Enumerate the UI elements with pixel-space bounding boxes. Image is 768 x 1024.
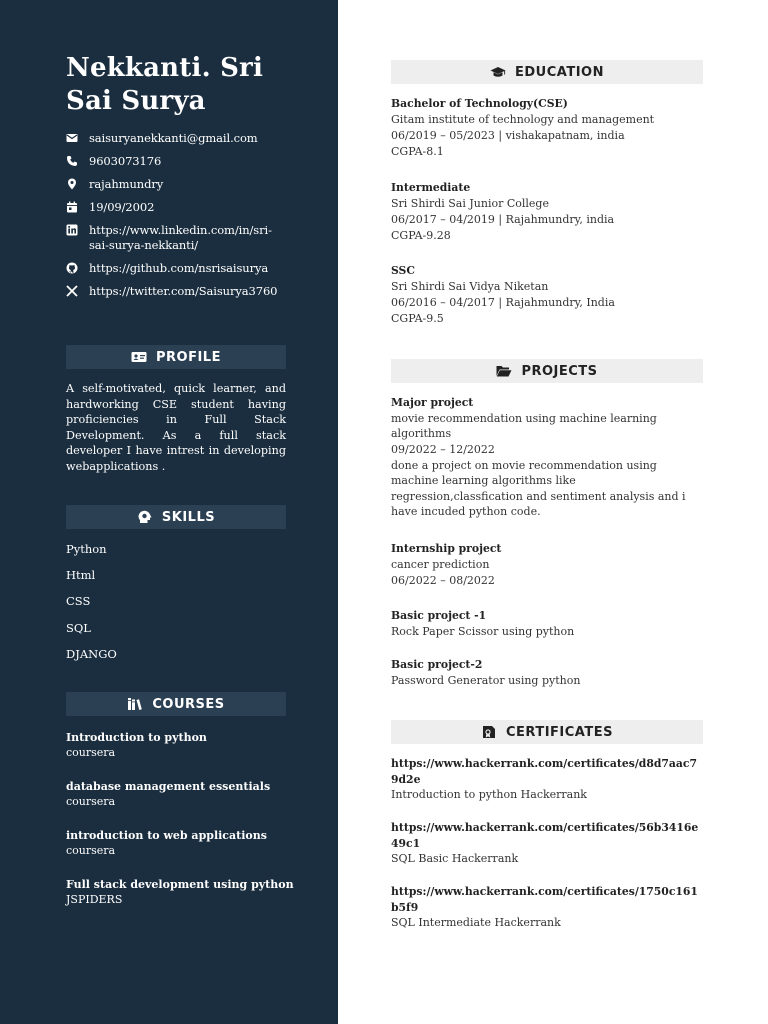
course-source: coursera [66, 795, 116, 808]
calendar-icon [66, 201, 78, 213]
linkedin-icon [66, 224, 78, 236]
project-title: Basic project-2 [391, 658, 483, 671]
contact-phone[interactable] [66, 154, 291, 169]
course-item [66, 730, 296, 760]
contact-list [66, 131, 291, 307]
contact-text: rajahmundry [89, 177, 164, 191]
certificate-description: Introduction to python Hackerrank [391, 788, 587, 801]
education-line: 06/2019 – 05/2023 | vishakapatnam, india [391, 128, 625, 142]
course-title: introduction to web applications [66, 829, 267, 842]
contact-birthdate [66, 200, 291, 215]
main-content [338, 0, 768, 1024]
project-item [391, 608, 703, 640]
project-line: Password Generator using python [391, 673, 581, 687]
skills-heading [66, 505, 286, 529]
education-line: Gitam institute of technology and management [391, 112, 655, 126]
education-item [391, 180, 703, 244]
project-item [391, 657, 703, 689]
course-title: Full stack development using python [66, 878, 294, 891]
education-line: CGPA-9.5 [391, 311, 444, 325]
projects-heading-label: PROJECTS [521, 363, 598, 379]
skills-list [66, 542, 117, 673]
github-icon [66, 262, 78, 274]
graduation-cap-icon [490, 65, 506, 79]
education-item [391, 263, 703, 327]
education-degree: Bachelor of Technology(CSE) [391, 97, 568, 110]
education-line: CGPA-8.1 [391, 144, 444, 158]
profile-heading [66, 345, 286, 369]
contact-location [66, 177, 291, 192]
skills-heading-label: SKILLS [161, 509, 216, 525]
project-title: Major project [391, 396, 474, 409]
contact-email[interactable] [66, 131, 291, 146]
course-item [66, 828, 296, 858]
project-dates: 09/2022 – 12/2022 [391, 442, 495, 456]
certificates-heading [391, 720, 703, 744]
certificate-icon [481, 725, 497, 739]
certificate-description: SQL Basic Hackerrank [391, 852, 519, 865]
profile-text: A self-motivated, quick learner, and hardworking CSE student having proficiencies in Full Stack Development. As a full stack developer I have intrest in developing webapplications . [66, 382, 286, 473]
project-title: Basic project -1 [391, 609, 487, 622]
education-line: 06/2016 – 04/2017 | Rajahmundry, India [391, 295, 615, 309]
skill-item: Python [66, 542, 107, 556]
education-degree: SSC [391, 264, 415, 277]
certificate-link[interactable]: https://www.hackerrank.com/certificates/56b3416e49c1 [391, 821, 699, 850]
education-degree: Intermediate [391, 181, 471, 194]
skill-item: SQL [66, 620, 91, 635]
course-source: coursera [66, 746, 116, 759]
project-item [391, 395, 703, 520]
courses-list [66, 730, 296, 926]
folder-open-icon [496, 364, 512, 378]
sidebar [0, 0, 338, 1024]
education-line: Sri Shirdi Sai Junior College [391, 196, 549, 210]
contact-text: https://www.linkedin.com/in/sri-sai-surya-nekkanti/ [89, 223, 272, 252]
course-title: Introduction to python [66, 731, 207, 744]
profile-heading-label: PROFILE [156, 349, 221, 365]
certificate-link[interactable]: https://www.hackerrank.com/certificates/1750c161b5f9 [391, 885, 698, 914]
skill-item: CSS [66, 594, 91, 609]
contact-linkedin[interactable] [66, 223, 291, 253]
contact-text: https://twitter.com/Saisurya3760 [89, 284, 278, 298]
project-title: Internship project [391, 542, 502, 555]
courses-heading [66, 692, 286, 716]
id-card-icon [131, 350, 147, 364]
course-item [66, 877, 296, 907]
courses-heading-label: COURSES [152, 696, 225, 712]
project-line: cancer prediction [391, 557, 490, 571]
phone-icon [66, 155, 78, 167]
education-line: Sri Shirdi Sai Vidya Niketan [391, 279, 549, 293]
education-heading [391, 60, 703, 84]
contact-twitter[interactable] [66, 284, 291, 299]
certificate-item [391, 884, 703, 931]
course-title: database management essentials [66, 780, 271, 793]
certificate-description: SQL Intermediate Hackerrank [391, 916, 561, 929]
education-line: 06/2017 – 04/2019 | Rajahmundry, india [391, 212, 615, 226]
course-source: coursera [66, 844, 116, 857]
certificate-item [391, 756, 703, 803]
skill-item: DJANGO [66, 646, 117, 661]
project-line: movie recommendation using machine learning algorithms [391, 411, 657, 440]
location-icon [66, 178, 78, 190]
project-item [391, 541, 703, 589]
project-description: done a project on movie recommendation using machine learning algorithms like regression,classfication and sentiment analysis and i have incuded python code. [391, 458, 686, 518]
x-twitter-icon [66, 285, 78, 297]
education-line: CGPA-9.28 [391, 228, 451, 242]
skill-item: Html [66, 568, 96, 583]
contact-text: 9603073176 [89, 154, 162, 168]
certificate-item [391, 820, 703, 867]
project-dates: 06/2022 – 08/2022 [391, 573, 495, 587]
books-icon [127, 697, 143, 711]
education-item [391, 96, 703, 160]
contact-text: https://github.com/nsrisaisurya [89, 261, 269, 275]
contact-text: 19/09/2002 [89, 200, 155, 214]
education-heading-label: EDUCATION [515, 64, 604, 80]
certificate-link[interactable]: https://www.hackerrank.com/certificates/d8d7aac79d2e [391, 757, 697, 786]
candidate-name: Nekkanti. Sri Sai Surya [66, 53, 264, 116]
course-source: JSPIDERS [66, 893, 123, 906]
contact-text: saisuryanekkanti@gmail.com [89, 131, 258, 145]
certificates-heading-label: CERTIFICATES [506, 724, 613, 740]
contact-github[interactable] [66, 261, 291, 276]
projects-heading [391, 359, 703, 383]
course-item [66, 779, 296, 809]
project-line: Rock Paper Scissor using python [391, 624, 575, 638]
head-brain-icon [137, 510, 153, 524]
email-icon [66, 132, 78, 144]
